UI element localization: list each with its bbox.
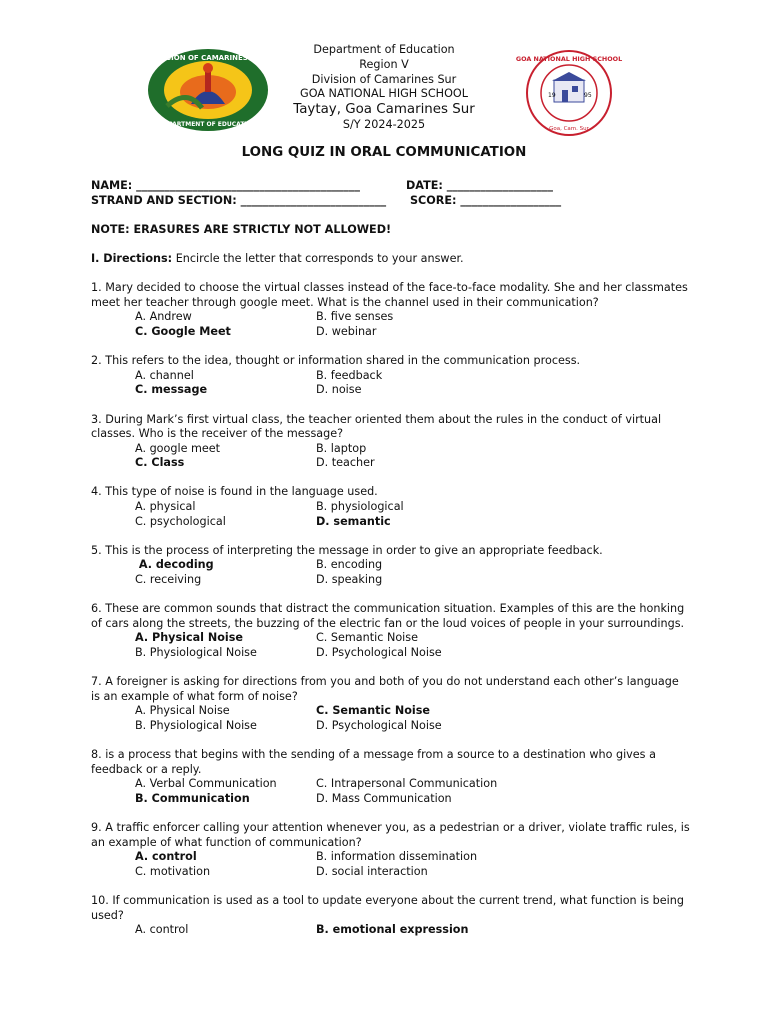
strand-score-row [91,194,691,209]
score-field[interactable]: SCORE: __________________ [410,193,562,207]
q6-option-d[interactable]: D. Psychological Noise [316,646,442,659]
question-5: 5. This is the process of interpreting the message in order to give an appropriate feedback. [91,543,603,557]
name-field[interactable]: NAME: ________________________________________ [91,179,360,192]
header-school-year: S/Y 2024-2025 [342,118,426,132]
q9-option-c[interactable]: C. motivation [135,864,211,878]
q8-option-d[interactable]: D. Mass Communication [316,791,452,805]
header-region: Region V [359,57,409,71]
q4-option-b[interactable]: B. physiological [316,500,404,514]
q5-option-b[interactable]: B. encoding [316,558,383,572]
name-date-row [91,179,691,194]
q8-option-a[interactable]: A. Verbal Communication [135,777,277,791]
letterhead [0,43,768,133]
q3-option-c[interactable]: C. Class [135,456,185,470]
header-division: Division of Camarines Sur [311,72,457,86]
q5-option-a[interactable]: A. decoding [135,558,214,572]
strand-section-field[interactable]: STRAND AND SECTION: __________________________ [91,193,387,207]
right-logo-bottom-text: Goa, Cam. Sur [549,126,589,132]
q6-option-c[interactable]: C. Semantic Noise [316,631,418,645]
q10-option-b[interactable]: B. emotional expression [316,923,469,937]
quiz-body [91,179,691,938]
q7-option-b[interactable]: B. Physiological Noise [135,718,257,732]
q8-option-b[interactable]: B. Communication [135,791,250,805]
q5-option-d[interactable]: D. speaking [316,573,383,587]
q4-option-a[interactable]: A. physical [135,500,196,514]
question-3: 3. During Mark’s first virtual class, the teacher oriented them about the rules in the conduct of virtual classes. Who is the receiver of the message? [91,412,662,441]
q2-option-d[interactable]: D. noise [316,383,362,397]
question-6: 6. These are common sounds that distract the communication situation. Examples of this are the honking of cars along the streets, the buzzing of the electric fan or the loud voices of people in your surroundings. [91,602,685,630]
q5-option-c[interactable]: C. receiving [135,573,202,587]
q7-option-c[interactable]: C. Semantic Noise [316,704,431,718]
q7-option-a[interactable]: A. Physical Noise [135,704,230,718]
q3-option-b[interactable]: B. laptop [316,441,367,455]
question-2: 2. This refers to the idea, thought or information shared in the communication process. [91,354,581,368]
q1-option-a[interactable]: A. Andrew [135,310,192,324]
right-logo-top-text: GOA NATIONAL HIGH SCHOOL [515,55,623,63]
question-4: 4. This type of noise is found in the language used. [91,485,378,499]
question-10: 10. If communication is used as a tool to update everyone about the current trend, what function is being used? [91,894,684,922]
q9-option-a[interactable]: A. control [135,850,197,864]
q1-option-d[interactable]: D. webinar [316,324,377,338]
q3-option-a[interactable]: A. google meet [135,441,221,455]
header-department: Department of Education [313,43,455,56]
q4-option-d[interactable]: D. semantic [316,514,391,528]
q3-option-d[interactable]: D. teacher [316,456,375,470]
q10-option-a[interactable]: A. control [135,923,189,937]
q7-option-d[interactable]: D. Psychological Noise [316,718,442,732]
directions-text: Encircle the letter that corresponds to your answer. [172,251,464,265]
right-logo-year-left: 19 [548,92,556,99]
q9-option-d[interactable]: D. social interaction [316,864,428,878]
left-logo-top-text: DIVISION OF CAMARINES SUR [149,54,267,62]
page-title: LONG QUIZ IN ORAL COMMUNICATION [241,145,527,160]
question-9: 9. A traffic enforcer calling your attention whenever you, as a pedestrian or a driver, violate traffic rules, is an example of what function of communication? [91,821,690,849]
q1-option-c[interactable]: C. Google Meet [135,324,231,338]
q8-option-c[interactable]: C. Intrapersonal Communication [316,777,498,791]
header-address: Taytay, Goa Camarines Sur [293,102,475,118]
q1-option-b[interactable]: B. five senses [316,310,394,324]
directions [91,252,691,267]
question-8: 8. is a process that begins with the sending of a message from a source to a destination who gives a feedback or a reply. [91,748,656,776]
left-logo-bottom-text: DEPARTMENT OF EDUCATION [159,121,257,128]
question-7: 7. A foreigner is asking for directions from you and both of you do not understand each other’s language is an example of what form of noise? [91,675,679,703]
q2-option-c[interactable]: C. message [135,383,208,397]
question-1: 1. Mary decided to choose the virtual classes instead of the face-to-face modality. She and her classmates meet her teacher through google meet. What is the channel used in their communication? [91,281,688,309]
q4-option-c[interactable]: C. psychological [135,514,226,528]
q2-option-a[interactable]: A. channel [135,368,194,382]
header-school: GOA NATIONAL HIGH SCHOOL [300,87,468,101]
note: NOTE: ERASURES ARE STRICTLY NOT ALLOWED! [91,222,392,236]
right-logo-year-right: 95 [584,92,592,99]
date-field[interactable]: DATE: ___________________ [406,179,553,192]
q9-option-b[interactable]: B. information dissemination [316,850,478,864]
q2-option-b[interactable]: B. feedback [316,368,383,382]
q6-option-a[interactable]: A. Physical Noise [135,631,244,645]
directions-label: I. Directions: [91,251,173,265]
q6-option-b[interactable]: B. Physiological Noise [135,646,257,659]
